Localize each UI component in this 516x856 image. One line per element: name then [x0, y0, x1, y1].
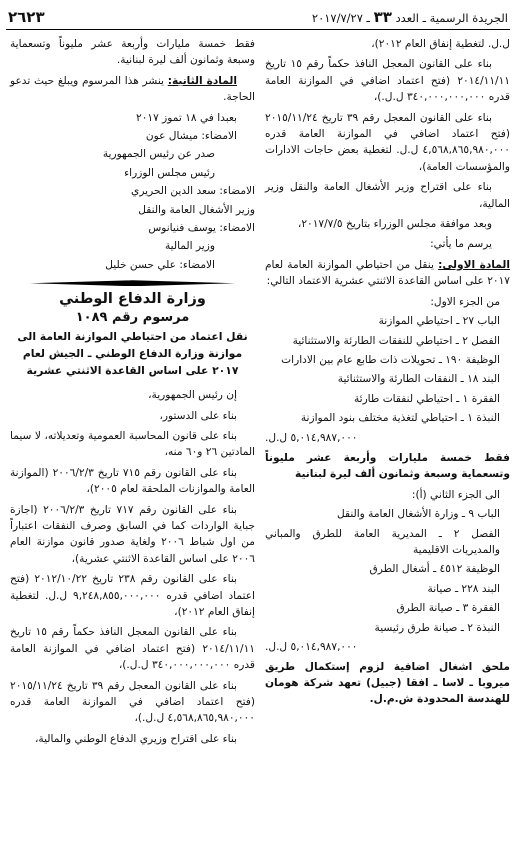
list-item: الوظيفة ٤٥١٢ ـ أشغال الطرق [369, 563, 500, 576]
annex-title: ملحق اشغال اضافية لزوم إستكمال طريق ميروبا ـ لاسا ـ افقا (جبيل) تعهد شركة هومان للهندسة المحدودة ش.م.ل. [265, 661, 510, 706]
para: إن رئيس الجمهورية، [148, 389, 237, 402]
right-column [265, 36, 510, 751]
article-1-label: المادة الاولى: [438, 258, 510, 271]
article-2-text: ينشر هذا المرسوم ويبلغ حيث تدعو الحاجة. [10, 74, 255, 104]
amount: ٥,٠١٤,٩٨٧,٠٠٠ ل.ل. [265, 431, 358, 444]
amount: ٥,٠١٤,٩٨٧,٠٠٠ ل.ل. [265, 641, 358, 653]
page-header [6, 4, 510, 30]
list-item: الوظيفة ١٩٠ ـ تحويلات ذات طابع عام بين الادارات [281, 353, 500, 366]
list-item: الباب ٩ ـ وزارة الأشغال العامة والنقل [336, 508, 500, 521]
signature-line: الامضاء: سعد الدين الحريري [131, 185, 255, 198]
article-2-label: المادة الثانية: [167, 74, 237, 87]
gazette-title [312, 8, 508, 26]
decree-number: مرسوم رقم ١٠٨٩ [75, 309, 190, 325]
signatures [10, 110, 255, 274]
columns [6, 36, 510, 751]
para: بناء على قانون المحاسبة العمومية وتعديلاته، لا سيما المادتين ٢٦ و٦٠ منه، [10, 429, 255, 459]
part-label: الى الجزء الثاني (أ): [411, 488, 500, 501]
para: بناء على القانون المعجل النافذ حكماً رقم ١٥ تاريخ ٢٠١٤/١١/١١ (فتح اعتماد اضافي في الموازنة العامة قدره ٣٤٠,٠٠٠,٠٠٠,٠٠٠ ل.ل.)، [265, 58, 510, 104]
target-allocation [265, 487, 510, 636]
para: يرسم ما يأتي: [430, 238, 492, 251]
para: ل.ل. لتغطية إنفاق العام ٢٠١٢)، [371, 38, 510, 50]
signature-line: الامضاء: يوسف فنيانوس [148, 222, 255, 235]
list-item: الفصل ٢ ـ احتياطي للنفقات الطارئة والاستثنائية [292, 334, 500, 347]
list-item: الفقرة ١ ـ احتياطي لنفقات طارئة [353, 392, 500, 405]
para: بناء على اقتراح وزير الأشغال العامة والنقل وزير المالية، [265, 181, 510, 210]
list-item: الفقرة ٣ ـ صيانة الطرق [396, 602, 500, 615]
part-label: من الجزء الاول: [430, 295, 500, 308]
signature-line: الامضاء: علي حسن خليل [105, 258, 215, 271]
article-1 [265, 257, 510, 290]
signature-line: وزير الأشغال العامة والنقل [138, 203, 255, 216]
signature-line: وزير المالية [164, 240, 215, 253]
section-divider [10, 279, 255, 287]
para: بناء على القانون رقم ٢٣٨ تاريخ ٢٠١٢/١٠/٢٢ (فتح اعتماد اضافي قدره ٩,٢٤٨,٨٥٥,٠٠٠,٠٠٠ ل.ل. لتغطية إنفاق العام ٢٠١٢)، [10, 573, 255, 618]
para: بناء على الدستور، [159, 409, 237, 422]
list-item: البند ١٨ ـ النفقات الطارئة والاستثنائية [337, 373, 500, 386]
list-item: البند ٢٢٨ ـ صيانة [427, 582, 500, 595]
article-2 [10, 73, 255, 106]
para: بناء على القانون رقم ٧١٥ تاريخ ٢٠٠٦/٢/٣ (الموازنة العامة والموازنات الملحقة لعام ٢٠٠٥)، [10, 466, 255, 496]
para: بناء على القانون المعجل رقم ٣٩ تاريخ ٢٠١٥/١١/٢٤ (فتح اعتماد اضافي في الموازنة العامة قدره ٤,٥٦٨,٨٦٥,٩٨٠,٠٠٠ ل.ل.)، [10, 679, 255, 725]
signature-line: رئيس مجلس الوزراء [124, 166, 215, 179]
list-item: النبذة ١ ـ احتياطي لتغذية مختلف بنود الموازنة [300, 412, 500, 425]
para: وبعد موافقة مجلس الوزراء بتاريخ ٢٠١٧/٧/٥، [297, 218, 492, 231]
decree-title: نقل اعتماد من احتياطي الموازنة العامة الى موازنة وزارة الدفاع الوطني ـ الجيش لعام ٢٠١٧ على اساس القاعدة الاثنتي عشرية [17, 330, 248, 378]
amount-in-words: فقط خمسة مليارات وأربعة عشر مليوناً وتسعماية وسبعة وثمانون ألف ليرة لبنانية [265, 451, 510, 481]
issue-date: ـ ٢٠١٧/٧/٢٧ [311, 11, 370, 25]
list-item: الفصل ٢ ـ المديرية العامة للطرق والمباني والمديريات الاقليمية [265, 527, 500, 556]
ministry-heading: وزارة الدفاع الوطني [59, 291, 206, 308]
issue-number: ٣٣ [373, 8, 392, 26]
article-1-text: ينقل من احتياطي الموازنة العامة لعام ٢٠١٧ على اساس القاعدة الاثنتي عشرية الاعتماد التالي: [265, 258, 510, 288]
page-number: ٢٦٢٣ [8, 8, 45, 26]
para: بناء على القانون المعجل النافذ حكماً رقم ١٥ تاريخ ٢٠١٤/١١/١١ (فتح اعتماد اضافي في الموازنة العامة قدره ٣٤٠,٠٠٠,٠٠٠,٠٠٠ ل.ل.)، [10, 626, 255, 672]
left-column [10, 36, 255, 751]
para: بناء على اقتراح وزيري الدفاع الوطني والمالية، [35, 732, 237, 745]
list-item: الباب ٢٧ ـ احتياطي الموازنة [378, 315, 500, 328]
gazette-name: الجريدة الرسمية ـ العدد [395, 11, 508, 25]
signature-date: بعبدا في ١٨ تموز ٢٠١٧ [136, 111, 237, 124]
para: بناء على القانون المعجل رقم ٣٩ تاريخ ٢٠١٥/١١/٢٤ (فتح اعتماد اضافي في الموازنة العامة قدره ٤,٥٦٨,٨٦٥,٩٨٠,٠٠٠ ل.ل. لتغطية بعض حاجات الادارات والمؤسسات العامة)، [265, 111, 510, 173]
source-allocation [265, 294, 510, 427]
para: فقط خمسة مليارات وأربعة عشر مليوناً وتسعماية وسبعة وثمانون ألف ليرة لبنانية. [10, 38, 255, 67]
signature-line: صدر عن رئيس الجمهورية [102, 148, 215, 161]
para: بناء على القانون رقم ٧١٧ تاريخ ٢٠٠٦/٢/٣ (اجازة جباية الواردات كما في السابق وصرف النفقات اعتباراً من اول شباط ٢٠٠٦ ولغاية صدور قانون موازنة العام ٢٠٠٦ على اساس القاعدة الاثنتي عشرية)، [10, 503, 255, 565]
signature-line: الامضاء: ميشال عون [145, 130, 237, 143]
list-item: النبذة ٢ ـ صيانة طرق رئيسية [374, 621, 500, 634]
